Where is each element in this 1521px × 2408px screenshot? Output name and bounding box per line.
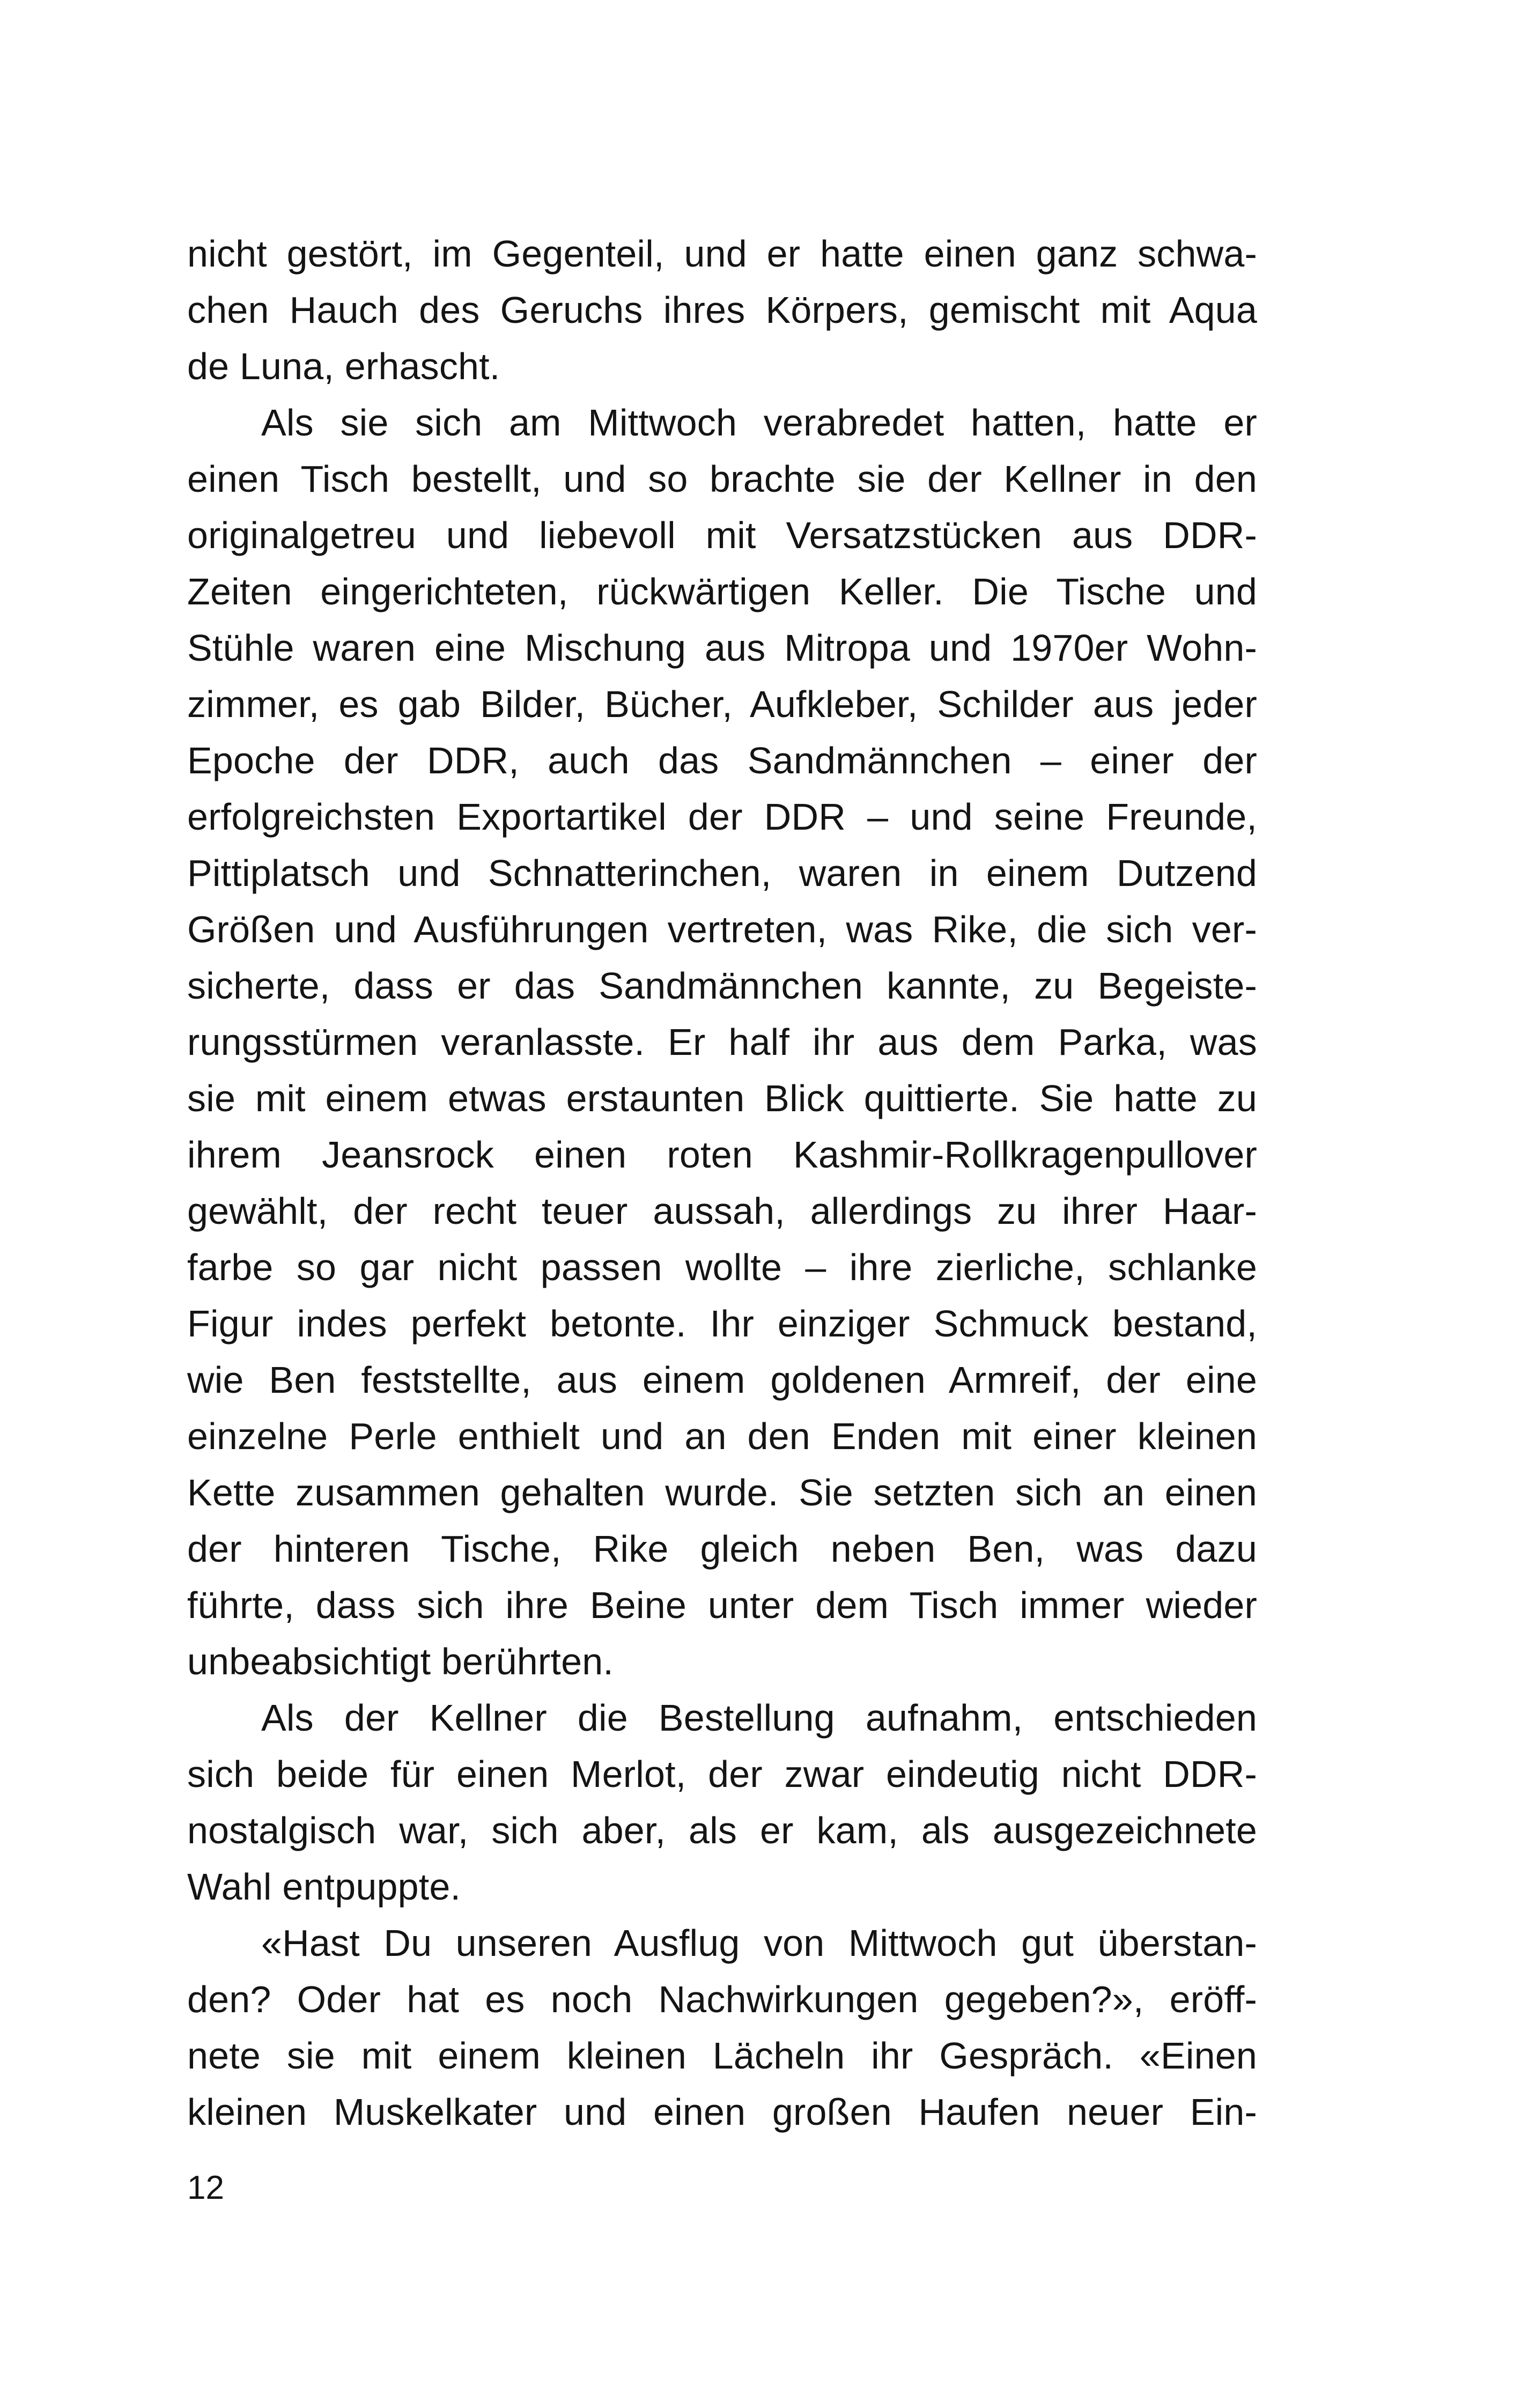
paragraph-first-line: Als sie sich am Mittwoch verabredet hatten, hatte er xyxy=(261,402,1257,444)
text-line: ihrem Jeansrock einen roten Kashmir-Rollkragenpullover xyxy=(187,1134,1257,1176)
text-line: Stühle waren eine Mischung aus Mitropa und 1970er Wohn- xyxy=(187,627,1257,669)
text-line: rungsstürmen veranlasste. Er half ihr aus dem Parka, was xyxy=(187,1021,1257,1063)
text-line: kleinen Muskelkater und einen großen Haufen neuer Ein- xyxy=(187,2091,1257,2133)
text-line: der hinteren Tische, Rike gleich neben Ben, was dazu xyxy=(187,1528,1257,1570)
text-line: chen Hauch des Geruchs ihres Körpers, gemischt mit Aqua xyxy=(187,289,1257,331)
text-line: Pittiplatsch und Schnatterinchen, waren in einem Dutzend xyxy=(187,852,1257,894)
text-line: originalgetreu und liebevoll mit Versatzstücken aus DDR- xyxy=(187,514,1257,556)
text-line: de Luna, erhascht. xyxy=(187,345,500,387)
page-number: 12 xyxy=(187,2169,224,2206)
text-line: Zeiten eingerichteten, rückwärtigen Keller. Die Tische und xyxy=(187,571,1257,612)
paragraph-first-line: Als der Kellner die Bestellung aufnahm, entschieden xyxy=(261,1697,1257,1739)
text-line: Wahl entpuppte. xyxy=(187,1866,461,1908)
text-line: wie Ben feststellte, aus einem goldenen Armreif, der eine xyxy=(187,1359,1257,1401)
text-line: den? Oder hat es noch Nachwirkungen gegeben?», eröff- xyxy=(187,1978,1257,2020)
text-line: farbe so gar nicht passen wollte – ihre zierliche, schlanke xyxy=(187,1246,1257,1288)
text-line: unbeabsichtigt berührten. xyxy=(187,1641,614,1682)
text-line: nete sie mit einem kleinen Lächeln ihr Gespräch. «Einen xyxy=(187,2035,1257,2077)
text-line: erfolgreichsten Exportartikel der DDR – und seine Freunde, xyxy=(187,796,1257,838)
text-line: sie mit einem etwas erstaunten Blick quittierte. Sie hatte zu xyxy=(187,1077,1257,1119)
paragraph-first-line: «Hast Du unseren Ausflug von Mittwoch gut überstan- xyxy=(261,1922,1257,1964)
text-line: Größen und Ausführungen vertreten, was Rike, die sich ver- xyxy=(187,908,1257,950)
text-line: Epoche der DDR, auch das Sandmännchen – einer der xyxy=(187,740,1257,781)
text-line: einen Tisch bestellt, und so brachte sie der Kellner in den xyxy=(187,458,1257,500)
text-line: sicherte, dass er das Sandmännchen kannte, zu Begeiste- xyxy=(187,965,1257,1007)
text-line: gewählt, der recht teuer aussah, allerdings zu ihrer Haar- xyxy=(187,1190,1257,1232)
body-text xyxy=(187,226,1257,2140)
text-line: nicht gestört, im Gegenteil, und er hatte einen ganz schwa- xyxy=(187,233,1257,275)
text-line: Kette zusammen gehalten wurde. Sie setzten sich an einen xyxy=(187,1472,1257,1513)
text-line: Figur indes perfekt betonte. Ihr einziger Schmuck bestand, xyxy=(187,1303,1257,1345)
text-line: sich beide für einen Merlot, der zwar eindeutig nicht DDR- xyxy=(187,1753,1257,1795)
text-line: führte, dass sich ihre Beine unter dem Tisch immer wieder xyxy=(187,1584,1257,1626)
text-line: einzelne Perle enthielt und an den Enden mit einer kleinen xyxy=(187,1415,1257,1457)
text-line: nostalgisch war, sich aber, als er kam, als ausgezeichnete xyxy=(187,1809,1257,1851)
text-line: zimmer, es gab Bilder, Bücher, Aufkleber, Schilder aus jeder xyxy=(187,683,1257,725)
